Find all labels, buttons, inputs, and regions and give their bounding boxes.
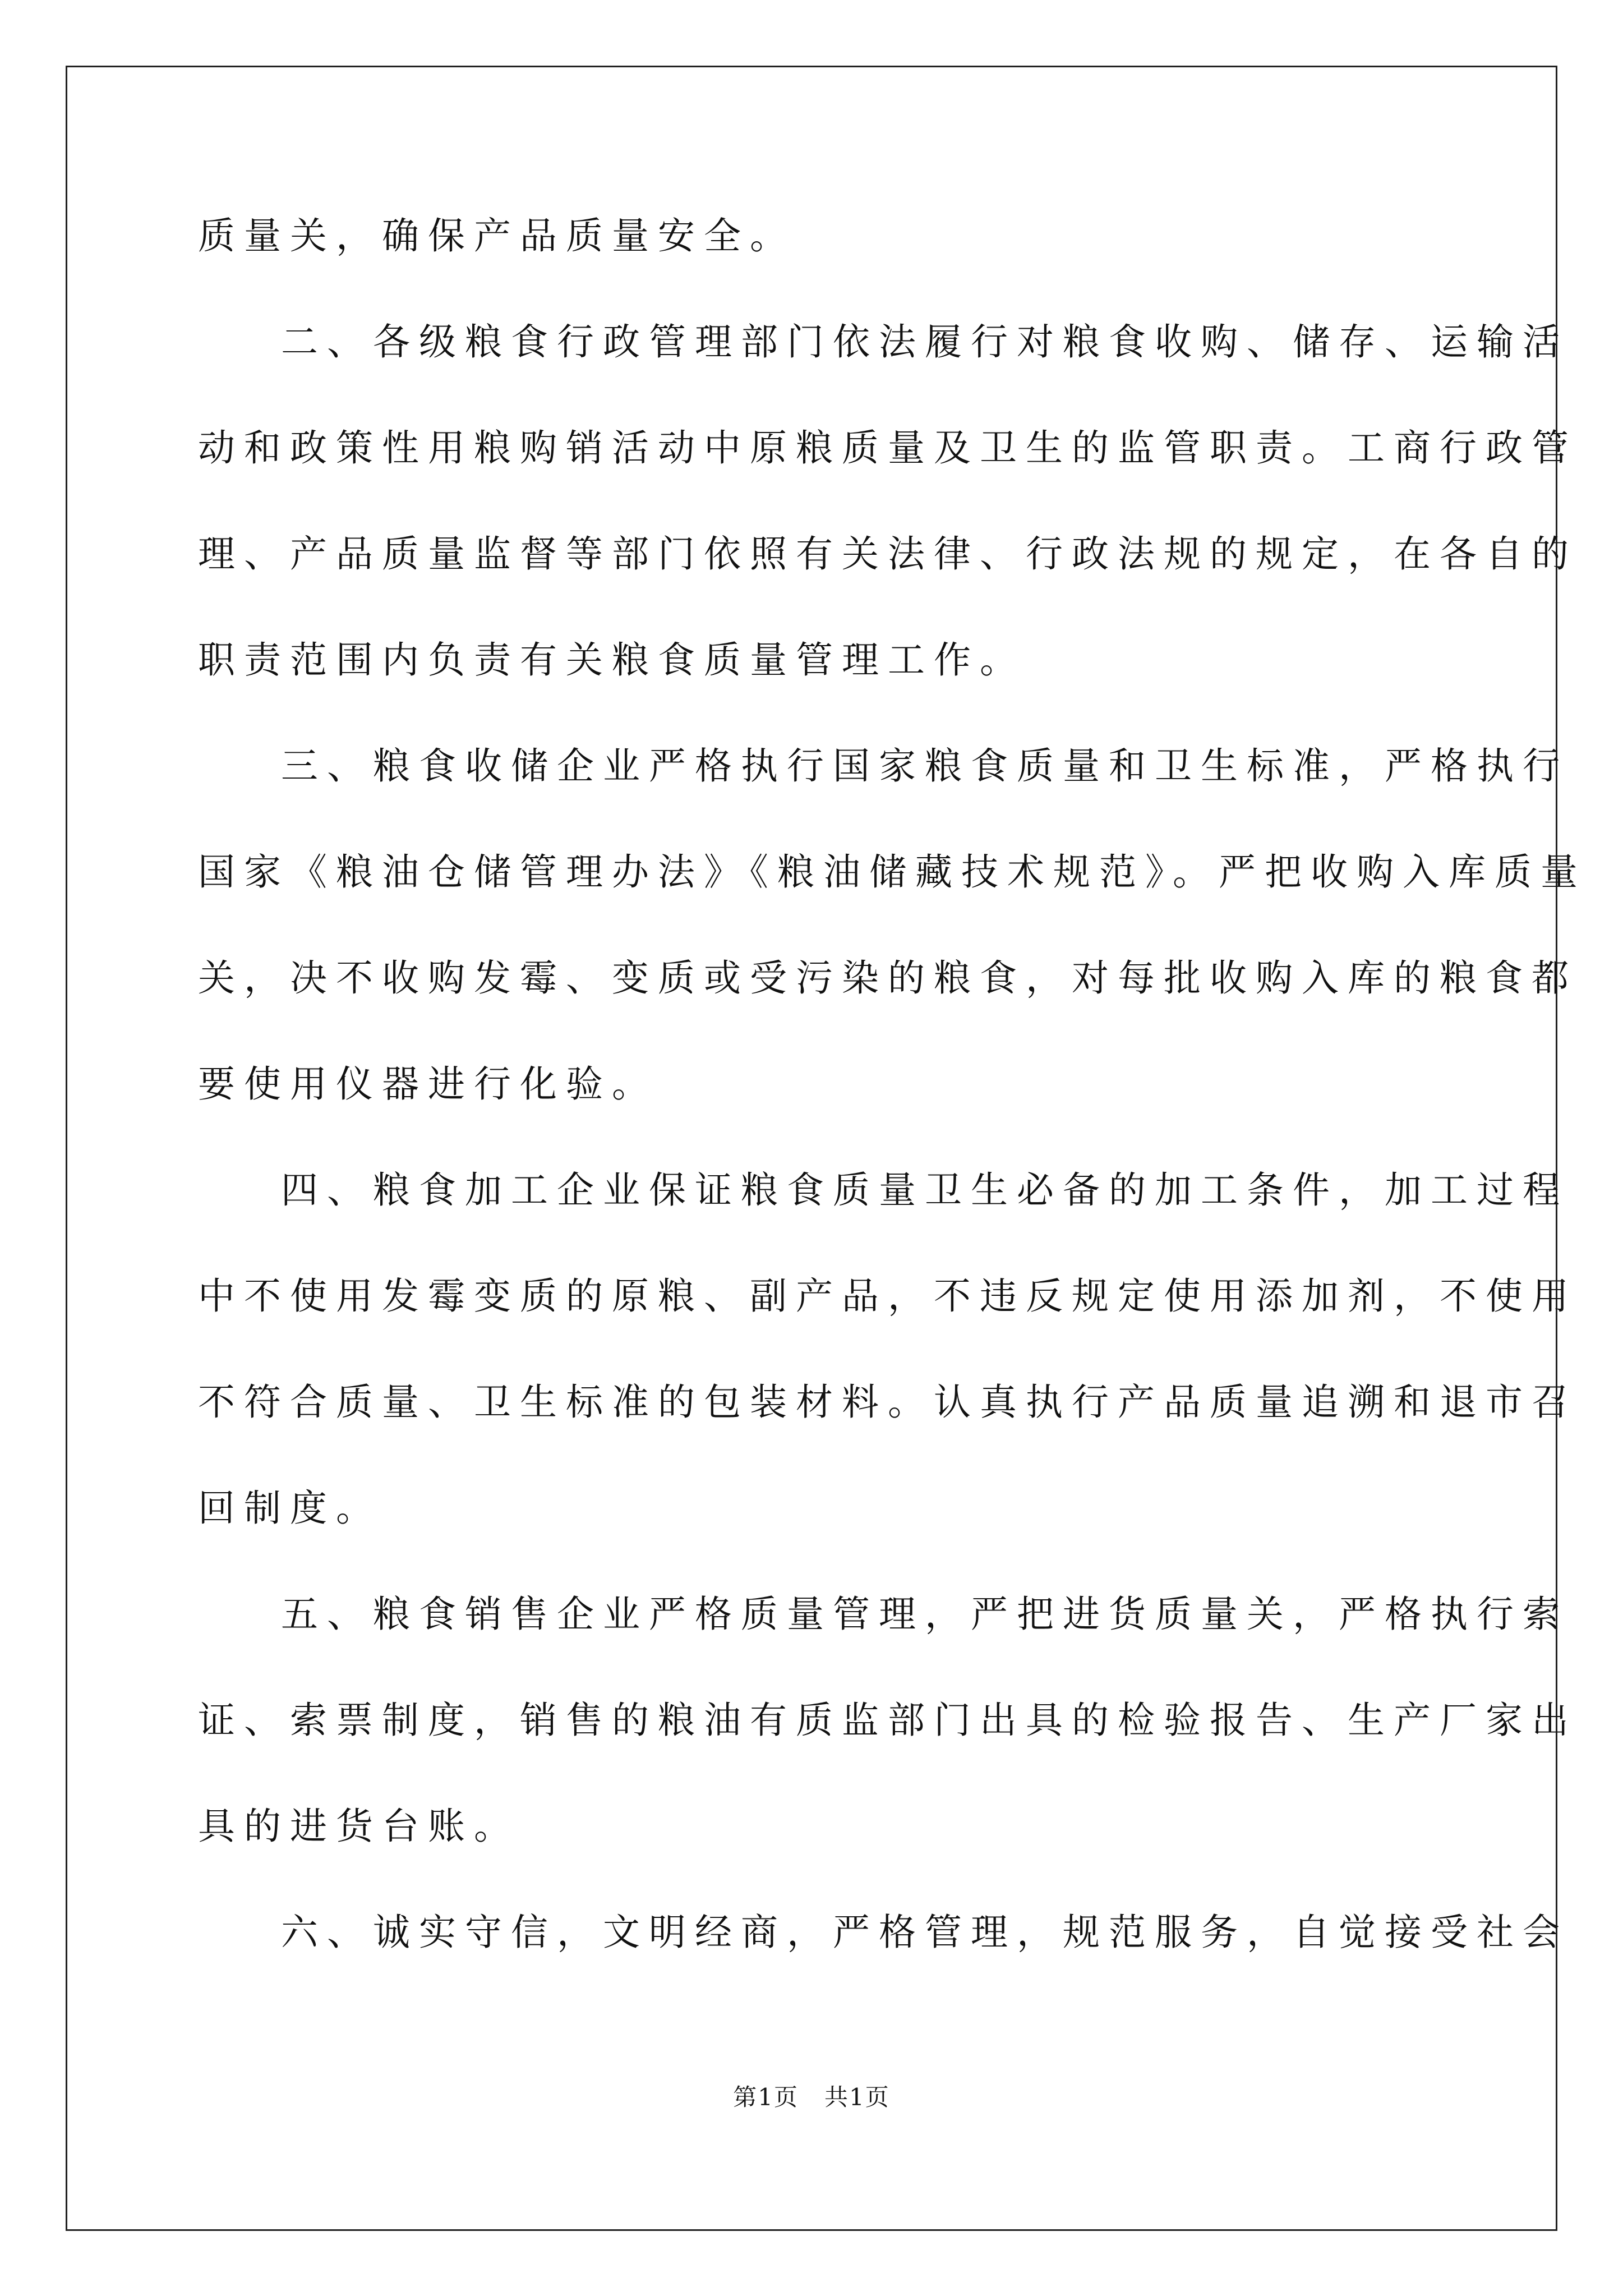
body-line: 六、诚实守信，文明经商，严格管理，规范服务，自觉接受社会	[281, 1911, 1569, 1954]
body-line: 二、各级粮食行政管理部门依法履行对粮食收购、储存、运输活	[281, 320, 1569, 364]
body-line: 职责范围内负责有关粮食质量管理工作。	[198, 638, 1026, 682]
body-line: 中不使用发霉变质的原粮、副产品，不违反规定使用添加剂，不使用	[198, 1274, 1578, 1318]
body-line: 关，决不收购发霉、变质或受污染的粮食，对每批收购入库的粮食都	[198, 956, 1578, 1000]
body-line: 不符合质量、卫生标准的包装材料。认真执行产品质量追溯和退市召	[198, 1381, 1578, 1424]
body-line: 国家《粮油仓储管理办法》《粮油储藏技术规范》。严把收购入库质量	[198, 850, 1587, 894]
body-line: 证、索票制度，销售的粮油有质监部门出具的检验报告、生产厂家出	[198, 1699, 1578, 1742]
document-body	[198, 214, 1587, 2017]
page-number-footer: 第1页 共1页	[733, 2083, 890, 2111]
body-line: 具的进货台账。	[198, 1805, 520, 1848]
body-line: 质量关，确保产品质量安全。	[198, 214, 796, 257]
body-line: 五、粮食销售企业严格质量管理，严把进货质量关，严格执行索	[281, 1593, 1569, 1636]
body-line: 动和政策性用粮购销活动中原粮质量及卫生的监管职责。工商行政管	[198, 426, 1578, 470]
body-line: 理、产品质量监督等部门依照有关法律、行政法规的规定，在各自的	[198, 532, 1578, 576]
body-line: 要使用仪器进行化验。	[198, 1062, 658, 1106]
body-line: 三、粮食收储企业严格执行国家粮食质量和卫生标准，严格执行	[281, 744, 1569, 788]
body-line: 四、粮食加工企业保证粮食质量卫生必备的加工条件，加工过程	[281, 1168, 1569, 1212]
body-line: 回制度。	[198, 1487, 382, 1530]
